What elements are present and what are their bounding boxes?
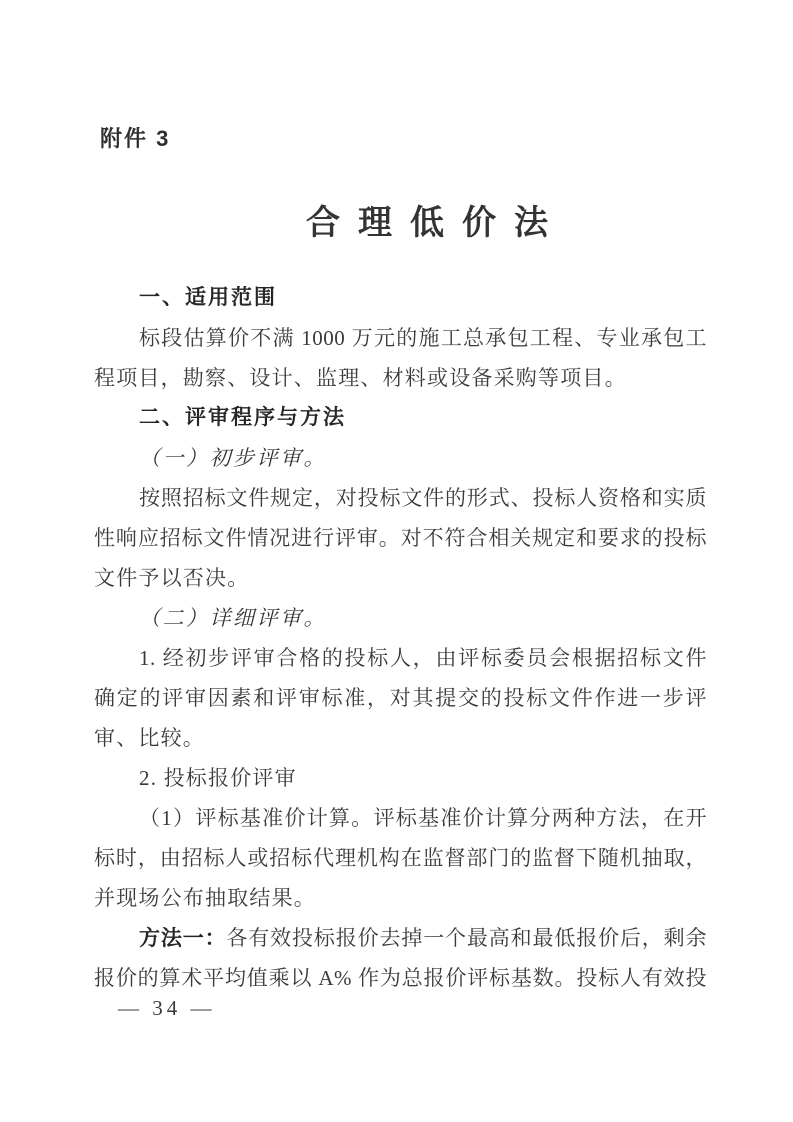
body-line [94,918,707,958]
body-line: （1）评标基准价计算。评标基准价计算分两种方法，在开 [139,806,707,830]
body-line: 按照招标文件规定，对投标文件的形式、投标人资格和实质 [139,486,707,510]
body-line: 审、比较。 [94,726,205,750]
body-line: 并现场公布抽取结果。 [94,886,316,910]
body-line: 确定的评审因素和评审标准，对其提交的投标文件作进一步评 [94,686,707,710]
method-one-lead: 方法一： [139,927,227,950]
body-line: 文件予以否决。 [94,566,250,590]
body-line: 1. 经初步评审合格的投标人，由评标委员会根据招标文件 [139,646,707,670]
body-line: 标段估算价不满 1000 万元的施工总承包工程、专业承包工 [139,326,707,350]
document-title: 合理低价法 [306,205,566,242]
body-line: 报价的算术平均值乘以 A% 作为总报价评标基数。投标人有效投 [94,966,707,990]
page-number: — 34 — [118,996,216,1020]
body-line: 标时，由招标人或招标代理机构在监督部门的监督下随机抽取， [94,846,707,870]
subsection-heading-2: （二）详细评审。 [139,606,327,630]
section-heading-1: 一、适用范围 [139,286,277,309]
section-heading-2: 二、评审程序与方法 [139,406,346,429]
attachment-label: 附件 3 [100,126,171,151]
document-body [94,278,707,998]
subsection-heading-1: （一）初步评审。 [139,446,327,470]
body-line: 性响应招标文件情况进行评审。对不符合相关规定和要求的投标 [94,526,707,550]
body-line: 程项目，勘察、设计、监理、材料或设备采购等项目。 [94,366,627,390]
body-line: 2. 投标报价评审 [139,766,297,790]
body-line-text: 各有效投标报价去掉一个最高和最低报价后，剩余 [226,926,708,950]
